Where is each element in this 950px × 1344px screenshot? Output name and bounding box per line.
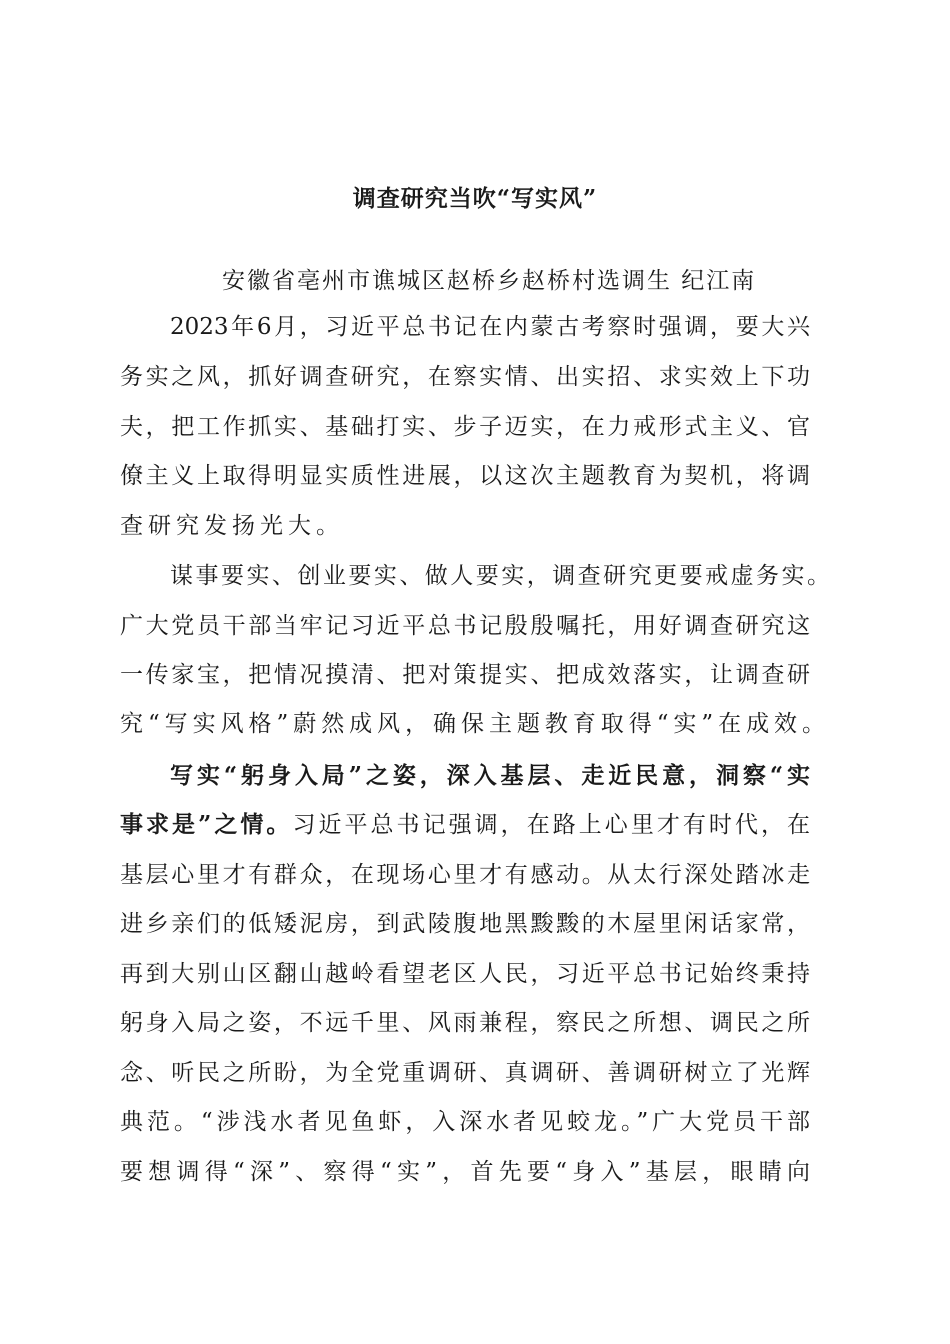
paragraph-3-line: 要想调得“深”、察得“实”，首先要“身入”基层，眼睛向 <box>120 1159 810 1185</box>
paragraph-3-line: 再到大别山区翻山越岭看望老区人民，习近平总书记始终秉持 <box>120 961 810 987</box>
paragraph-3-line: 念、听民之所盼，为全党重调研、真调研、善调研树立了光辉 <box>120 1060 810 1086</box>
paragraph-3-line: 躬身入局之姿，不远千里、风雨兼程，察民之所想、调民之所 <box>120 1010 810 1036</box>
paragraph-3-line <box>120 809 810 841</box>
paragraph-2-line: 一传家宝，把情况摸清、把对策提实、把成效落实，让调查研 <box>120 662 810 688</box>
paragraph-1-line: 夫，把工作抓实、基础打实、步子迈实，在力戒形式主义、官 <box>120 414 810 440</box>
paragraph-1-line: 查研究发扬光大。 <box>120 513 344 539</box>
paragraph-3-line: 进乡亲们的低矮泥房，到武陵腹地黑黢黢的木屋里闲话家常， <box>120 911 810 937</box>
text: 习近平总书记强调，在路上心里才有时代，在 <box>292 812 810 838</box>
paragraph-1-line: 僚主义上取得明显实质性进展，以这次主题教育为契机，将调 <box>120 463 810 489</box>
document-title: 调查研究当吹“写实风” <box>352 185 598 212</box>
author-byline: 安徽省亳州市谯城区赵桥乡赵桥村选调生 纪江南 <box>222 268 757 294</box>
paragraph-3-line: 典范。“涉浅水者见鱼虾，入深水者见蛟龙。”广大党员干部 <box>120 1109 810 1135</box>
paragraph-1-line: 2023年6月，习近平总书记在内蒙古考察时强调，要大兴 <box>170 314 810 340</box>
paragraph-2-line: 究“写实风格”蔚然成风，确保主题教育取得“实”在成效。 <box>120 711 825 737</box>
paragraph-3-bold-lead: 写实“躬身入局”之姿，深入基层、走近民意，洞察“实 <box>170 762 810 789</box>
bold-lead-end: 事求是”之情。 <box>120 811 293 838</box>
paragraph-3-line: 基层心里才有群众，在现场心里才有感动。从太行深处踏冰走 <box>120 862 810 888</box>
paragraph-2-line: 谋事要实、创业要实、做人要实，调查研究更要戒虚务实。 <box>170 563 830 589</box>
paragraph-2-line: 广大党员干部当牢记习近平总书记殷殷嘱托，用好调查研究这 <box>120 613 810 639</box>
paragraph-1-line: 务实之风，抓好调查研究，在察实情、出实招、求实效上下功 <box>120 364 810 390</box>
